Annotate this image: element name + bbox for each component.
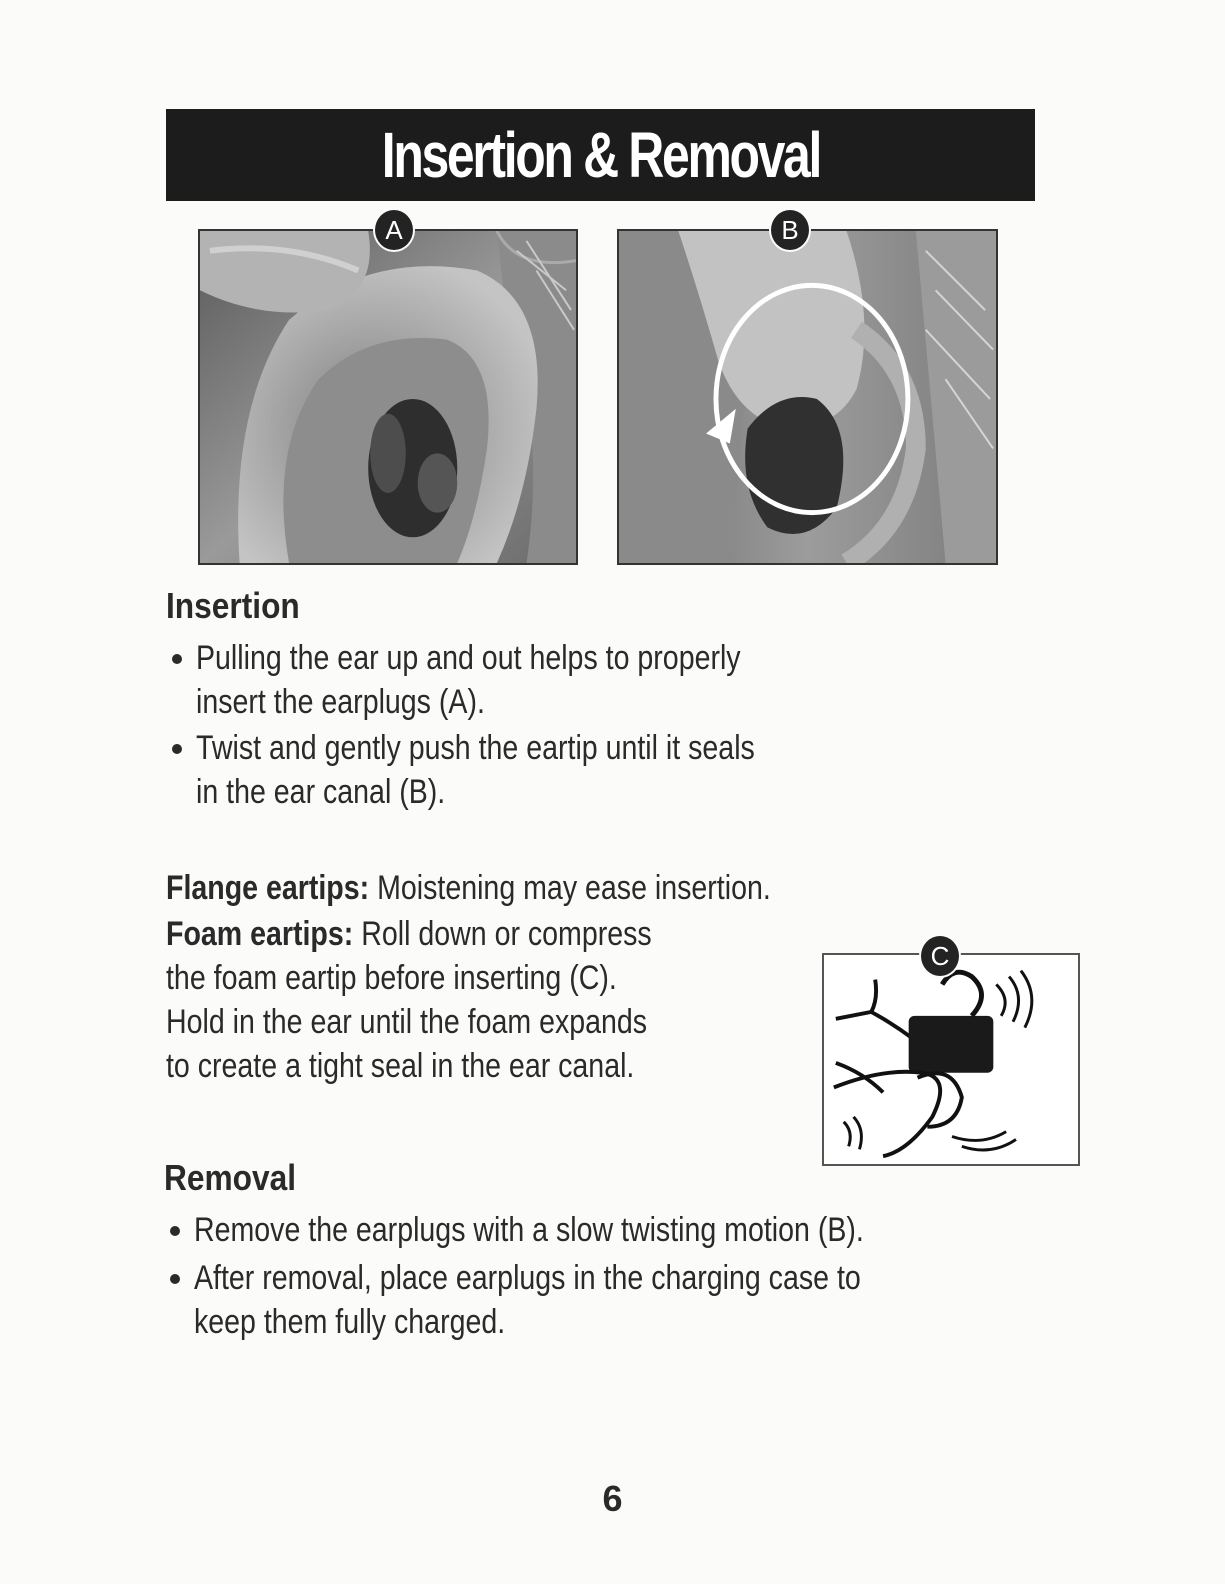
flange-label: Flange eartips: (166, 869, 370, 907)
foam-compress-illustration (822, 953, 1080, 1166)
foam-text-line: the foam eartip before inserting (C). (166, 959, 617, 997)
bullet-icon (172, 744, 182, 754)
foam-text-line: to create a tight seal in the ear canal. (166, 1047, 635, 1085)
bullet-text: Remove the earplugs with a slow twisting motion (B). (194, 1211, 864, 1249)
bullet-text: insert the earplugs (A). (196, 683, 485, 721)
list-item (166, 636, 861, 726)
insertion-heading: Insertion (166, 585, 300, 626)
bullet-text: Pulling the ear up and out helps to properly (196, 639, 741, 677)
page-title: Insertion & Removal (381, 119, 820, 191)
flange-text: Moistening may ease insertion. (377, 869, 771, 907)
photo-insertion-a (198, 229, 578, 565)
photo-insertion-b (617, 229, 998, 565)
bullet-text: in the ear canal (B). (196, 773, 446, 811)
fingers-compress-foam-icon (824, 955, 1078, 1164)
bullet-icon (170, 1274, 180, 1284)
bullet-text: After removal, place earplugs in the charging case to (194, 1259, 861, 1297)
bullet-text: Twist and gently push the eartip until it seals (196, 729, 755, 767)
ear-pull-photo (200, 231, 576, 563)
figure-a-badge: A (373, 208, 415, 252)
insertion-list (166, 636, 861, 816)
twist-insert-photo (619, 231, 996, 563)
flange-eartips-note (166, 866, 886, 910)
bullet-icon (170, 1226, 180, 1236)
foam-text-line: Hold in the ear until the foam expands (166, 1003, 648, 1041)
list-item (166, 726, 861, 816)
bullet-text: keep them fully charged. (194, 1303, 506, 1341)
foam-label: Foam eartips: (166, 915, 354, 953)
removal-heading: Removal (164, 1157, 297, 1198)
removal-list (164, 1208, 991, 1348)
bullet-icon (172, 654, 182, 664)
foam-text-line: Roll down or compress (361, 915, 652, 953)
foam-eartips-note (166, 912, 744, 1088)
figure-c-badge: C (919, 934, 961, 978)
list-item (164, 1208, 991, 1256)
figure-b-badge: B (769, 208, 811, 252)
title-banner (166, 109, 1035, 201)
page-number: 6 (602, 1478, 623, 1519)
list-item (164, 1256, 991, 1348)
